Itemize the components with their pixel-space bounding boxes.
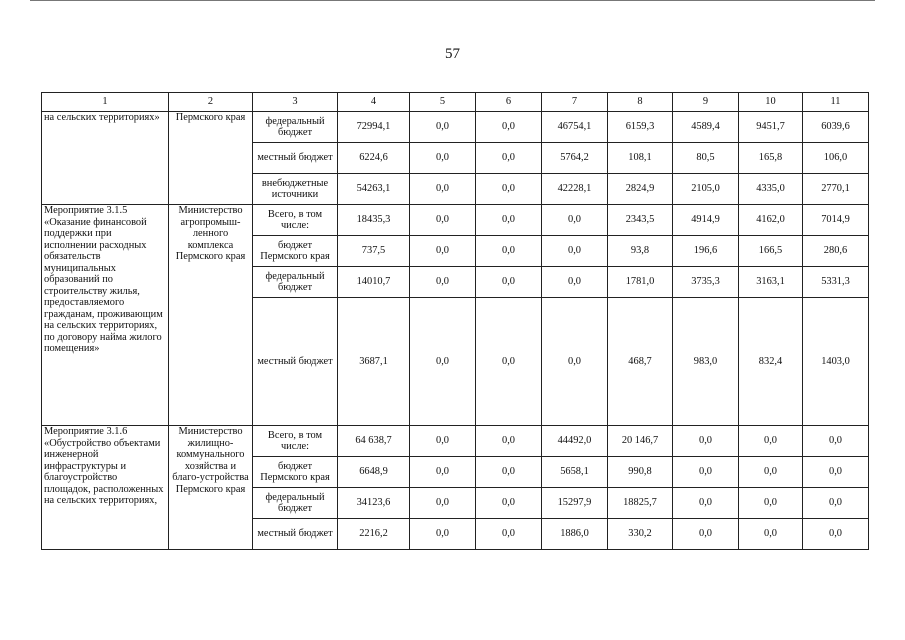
- value-cell: 44492,0: [542, 426, 608, 457]
- table-row: [42, 112, 869, 143]
- value-cell: 1403,0: [803, 298, 869, 426]
- page-number: 57: [445, 46, 460, 62]
- header-cell: 6: [476, 93, 542, 112]
- value-cell: 0,0: [739, 457, 803, 488]
- header-cell: 8: [608, 93, 673, 112]
- value-cell: 0,0: [739, 519, 803, 550]
- value-cell: 14010,7: [338, 267, 410, 298]
- value-cell: 0,0: [476, 112, 542, 143]
- executor-name: Министерство агропромыш-ленного комплекса Пермского края: [169, 205, 253, 426]
- value-cell: 0,0: [410, 519, 476, 550]
- value-cell: 54263,1: [338, 174, 410, 205]
- value-cell: 34123,6: [338, 488, 410, 519]
- value-cell: 80,5: [673, 143, 739, 174]
- value-cell: 0,0: [542, 236, 608, 267]
- value-cell: 20 146,7: [608, 426, 673, 457]
- value-cell: 7014,9: [803, 205, 869, 236]
- value-cell: 18435,3: [338, 205, 410, 236]
- table-row: [42, 205, 869, 236]
- value-cell: 165,8: [739, 143, 803, 174]
- value-cell: 0,0: [542, 298, 608, 426]
- value-cell: 1781,0: [608, 267, 673, 298]
- value-cell: 0,0: [476, 205, 542, 236]
- header-cell: 11: [803, 93, 869, 112]
- value-cell: 0,0: [410, 488, 476, 519]
- funding-source: внебюджетные источники: [253, 174, 338, 205]
- value-cell: 280,6: [803, 236, 869, 267]
- funding-source: бюджет Пермского края: [253, 236, 338, 267]
- value-cell: 166,5: [739, 236, 803, 267]
- value-cell: 0,0: [542, 267, 608, 298]
- top-rule: [30, 0, 875, 1]
- value-cell: 2770,1: [803, 174, 869, 205]
- value-cell: 0,0: [476, 143, 542, 174]
- value-cell: 46754,1: [542, 112, 608, 143]
- value-cell: 0,0: [542, 205, 608, 236]
- value-cell: 0,0: [476, 298, 542, 426]
- activity-name: Мероприятие 3.1.5 «Оказание финансовой поддержки при исполнении расходных обязательств муниципальных образований по строительству жилья, предоставляемого гражданам, проживающим на сельских территориях, по договору найма жилого помещения»: [42, 205, 169, 426]
- value-cell: 5331,3: [803, 267, 869, 298]
- value-cell: 0,0: [410, 426, 476, 457]
- value-cell: 6039,6: [803, 112, 869, 143]
- value-cell: 0,0: [410, 236, 476, 267]
- value-cell: 0,0: [476, 174, 542, 205]
- value-cell: 2343,5: [608, 205, 673, 236]
- budget-table: [41, 92, 869, 550]
- value-cell: 2824,9: [608, 174, 673, 205]
- header-cell: 4: [338, 93, 410, 112]
- value-cell: 4914,9: [673, 205, 739, 236]
- value-cell: 0,0: [410, 112, 476, 143]
- value-cell: 5764,2: [542, 143, 608, 174]
- value-cell: 0,0: [803, 519, 869, 550]
- header-cell: 7: [542, 93, 608, 112]
- header-row: [42, 93, 869, 112]
- value-cell: 3687,1: [338, 298, 410, 426]
- value-cell: 0,0: [476, 267, 542, 298]
- value-cell: 0,0: [673, 519, 739, 550]
- value-cell: 6648,9: [338, 457, 410, 488]
- header-cell: 2: [169, 93, 253, 112]
- header-cell: 3: [253, 93, 338, 112]
- value-cell: 737,5: [338, 236, 410, 267]
- value-cell: 1886,0: [542, 519, 608, 550]
- funding-source: федеральный бюджет: [253, 488, 338, 519]
- value-cell: 6159,3: [608, 112, 673, 143]
- value-cell: 0,0: [673, 457, 739, 488]
- value-cell: 108,1: [608, 143, 673, 174]
- value-cell: 4335,0: [739, 174, 803, 205]
- value-cell: 2105,0: [673, 174, 739, 205]
- value-cell: 15297,9: [542, 488, 608, 519]
- funding-source: местный бюджет: [253, 298, 338, 426]
- value-cell: 42228,1: [542, 174, 608, 205]
- value-cell: 0,0: [673, 426, 739, 457]
- header-cell: 1: [42, 93, 169, 112]
- activity-name: на сельских территориях»: [42, 112, 169, 205]
- funding-source: Всего, в том числе:: [253, 205, 338, 236]
- header-cell: 5: [410, 93, 476, 112]
- funding-source: федеральный бюджет: [253, 112, 338, 143]
- value-cell: 0,0: [476, 457, 542, 488]
- value-cell: 196,6: [673, 236, 739, 267]
- value-cell: 106,0: [803, 143, 869, 174]
- value-cell: 2216,2: [338, 519, 410, 550]
- value-cell: 0,0: [803, 488, 869, 519]
- value-cell: 330,2: [608, 519, 673, 550]
- value-cell: 93,8: [608, 236, 673, 267]
- activity-name: Мероприятие 3.1.6 «Обустройство объектами инженерной инфраструктуры и благоустройство площадок, расположенных на сельских территориях,: [42, 426, 169, 550]
- value-cell: 990,8: [608, 457, 673, 488]
- value-cell: 0,0: [476, 426, 542, 457]
- value-cell: 18825,7: [608, 488, 673, 519]
- value-cell: 64 638,7: [338, 426, 410, 457]
- value-cell: 6224,6: [338, 143, 410, 174]
- funding-source: федеральный бюджет: [253, 267, 338, 298]
- value-cell: 4589,4: [673, 112, 739, 143]
- value-cell: 0,0: [410, 205, 476, 236]
- executor-name: Министерство жилищно-коммунального хозяйства и благо-устройства Пермского края: [169, 426, 253, 550]
- value-cell: 5658,1: [542, 457, 608, 488]
- value-cell: 0,0: [739, 426, 803, 457]
- value-cell: 0,0: [739, 488, 803, 519]
- table-row: [42, 426, 869, 457]
- value-cell: 0,0: [476, 519, 542, 550]
- header-cell: 10: [739, 93, 803, 112]
- value-cell: 832,4: [739, 298, 803, 426]
- value-cell: 0,0: [410, 298, 476, 426]
- value-cell: 72994,1: [338, 112, 410, 143]
- value-cell: 0,0: [410, 174, 476, 205]
- funding-source: бюджет Пермского края: [253, 457, 338, 488]
- value-cell: 0,0: [803, 457, 869, 488]
- value-cell: 468,7: [608, 298, 673, 426]
- funding-source: Всего, в том числе:: [253, 426, 338, 457]
- value-cell: 983,0: [673, 298, 739, 426]
- funding-source: местный бюджет: [253, 519, 338, 550]
- funding-source: местный бюджет: [253, 143, 338, 174]
- value-cell: 0,0: [476, 236, 542, 267]
- value-cell: 0,0: [410, 457, 476, 488]
- executor-name: Пермского края: [169, 112, 253, 205]
- header-cell: 9: [673, 93, 739, 112]
- value-cell: 0,0: [673, 488, 739, 519]
- value-cell: 0,0: [803, 426, 869, 457]
- value-cell: 9451,7: [739, 112, 803, 143]
- value-cell: 0,0: [476, 488, 542, 519]
- value-cell: 3735,3: [673, 267, 739, 298]
- value-cell: 0,0: [410, 143, 476, 174]
- value-cell: 4162,0: [739, 205, 803, 236]
- value-cell: 3163,1: [739, 267, 803, 298]
- value-cell: 0,0: [410, 267, 476, 298]
